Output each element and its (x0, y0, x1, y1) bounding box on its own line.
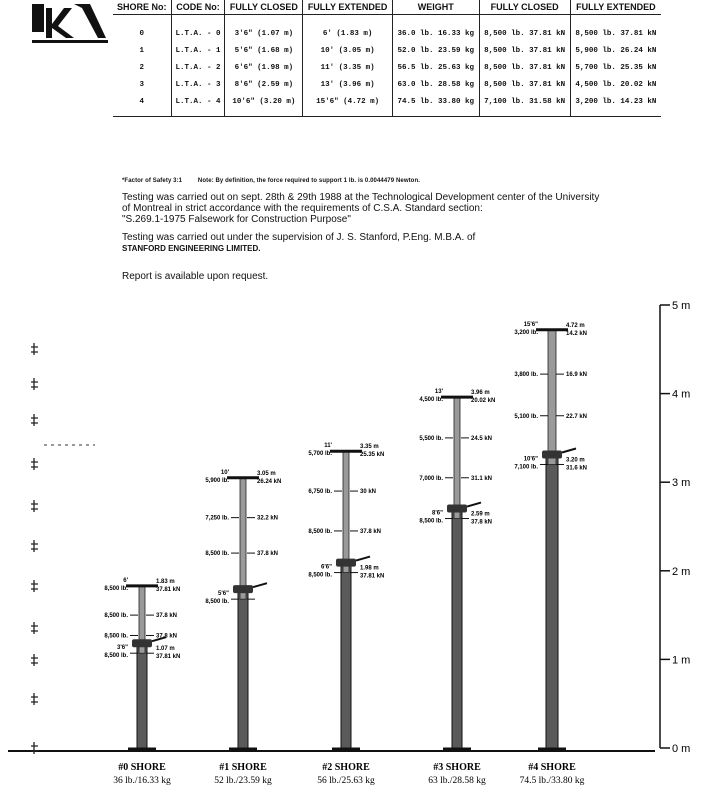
supervision-line-1: Testing was carried out under the supervision of J. S. Stanford, P.Eng. M.B.A. of (122, 232, 476, 243)
supervision-line-2: STANFORD ENGINEERING LIMITED. (122, 244, 261, 253)
y-tick-label: 3 m (672, 477, 691, 490)
cell-load-closed: 8,500 lb. 37.81 kN (479, 77, 570, 94)
load-label: 25.35 kN (360, 452, 385, 459)
cell-weight: 52.0 lb. 23.59 kg (392, 43, 479, 60)
shore-weight: 52 lb./23.59 kg (214, 776, 272, 786)
load-label: 30 kN (360, 489, 377, 496)
cell-closed: 5'6" (1.68 m) (225, 43, 303, 60)
company-logo (30, 2, 110, 46)
shore-inner-tube (240, 478, 246, 599)
wall-mark (31, 654, 38, 666)
testing-line-2: of Montreal in strict accordance with the requirements of C.S.A. Standard section: (122, 203, 483, 214)
y-tick-label: 2 m (672, 565, 691, 578)
table-row (113, 15, 661, 44)
load-label: 31.6 kN (566, 465, 588, 472)
load-label: 8,500 lb. (104, 613, 128, 620)
load-label: 7,250 lb. (205, 515, 229, 522)
height-label: 3.05 m (257, 470, 276, 477)
cell-weight: 63.0 lb. 28.58 kg (392, 77, 479, 94)
shore-name: #3 SHORE (433, 762, 481, 773)
supervision-paragraph (122, 232, 475, 254)
wall-mark (31, 458, 38, 470)
cell-code: L.T.A. - 4 (171, 94, 225, 117)
cell-weight: 74.5 lb. 33.80 kg (392, 94, 479, 117)
load-label: 5,900 lb. (205, 477, 229, 484)
shore-outer-tube (238, 589, 248, 748)
shore-height-diagram (0, 290, 713, 800)
cell-code: L.T.A. - 1 (171, 43, 225, 60)
height-label: 3.20 m (566, 457, 585, 464)
shore-name: #0 SHORE (118, 762, 166, 773)
cell-closed: 8'6" (2.59 m) (225, 77, 303, 94)
cell-code: L.T.A. - 3 (171, 77, 225, 94)
header-load-extended: FULLY EXTENDED (570, 0, 661, 15)
wall-mark (31, 622, 38, 634)
height-label: 6' (123, 577, 128, 584)
load-label: 3,200 lb. (514, 329, 538, 336)
height-label: 5'6" (218, 591, 229, 598)
shore-collar (233, 585, 253, 593)
cell-shore: 2 (139, 64, 145, 72)
height-label: 3.96 m (471, 390, 490, 397)
load-label: 22.7 kN (566, 413, 588, 420)
cell-shore: 1 (139, 47, 145, 55)
cell-extended: 11' (3.35 m) (303, 60, 393, 77)
testing-line-1: Testing was carried out on sept. 28th & 29th 1988 at the Technological Development center of the University (122, 192, 600, 203)
wall-mark (31, 343, 38, 355)
load-label: 37.81 kN (156, 586, 181, 593)
table-row (113, 43, 661, 60)
testing-paragraph (122, 192, 599, 225)
cell-load-closed: 7,100 lb. 31.58 kN (479, 94, 570, 117)
header-weight: WEIGHT (392, 0, 479, 15)
height-label: 15'6" (523, 321, 538, 328)
height-label: 6'6" (321, 564, 332, 571)
load-label: 7,100 lb. (514, 464, 538, 471)
load-label: 8,500 lb. (308, 572, 332, 579)
cell-closed: 3'6" (1.07 m) (225, 15, 303, 44)
cell-load-closed: 8,500 lb. 37.81 kN (479, 15, 570, 44)
shore-outer-tube (452, 509, 462, 748)
height-label: 11' (324, 443, 332, 450)
cell-closed: 10'6" (3.20 m) (225, 94, 303, 117)
table-row (113, 60, 661, 77)
shore-outer-tube (546, 454, 558, 748)
wall-mark (31, 693, 38, 705)
shore-handle (562, 448, 576, 452)
wall-mark (31, 742, 38, 754)
shore-weight: 74.5 lb./33.80 kg (519, 776, 585, 786)
load-label: 37.8 kN (156, 613, 178, 620)
load-label: 26.24 kN (257, 478, 282, 485)
cell-load-extended: 5,700 lb. 25.35 kN (570, 60, 661, 77)
cell-shore: 4 (113, 94, 171, 117)
cell-shore: 3 (139, 81, 145, 89)
shore-outer-tube (341, 563, 351, 748)
load-label: 16.9 kN (566, 372, 588, 379)
height-label: 10'6" (523, 456, 538, 463)
table-row (113, 94, 661, 117)
shore-inner-tube (454, 397, 460, 518)
load-label: 5,100 lb. (514, 413, 538, 420)
shore-weight: 63 lb./28.58 kg (428, 776, 486, 786)
load-label: 31.1 kN (471, 475, 493, 482)
height-label: 4.72 m (566, 322, 585, 329)
load-label: 8,500 lb. (419, 518, 443, 525)
load-label: 8,500 lb. (104, 653, 128, 660)
shore-name: #1 SHORE (219, 762, 267, 773)
shore-inner-tube (548, 330, 556, 465)
shore-handle (356, 557, 370, 561)
header-load-closed: FULLY CLOSED (479, 0, 570, 15)
load-label: 8,500 lb. (104, 633, 128, 640)
table-row (113, 77, 661, 94)
shore-collar (542, 450, 562, 458)
cell-load-extended: 5,900 lb. 26.24 kN (570, 43, 661, 60)
load-label: 4,500 lb. (419, 397, 443, 404)
report-note: Report is available upon request. (122, 271, 269, 282)
header-fully-closed: FULLY CLOSED (225, 0, 303, 15)
safety-factor-note: *Factor of Safety 3:1 (122, 178, 183, 184)
shore-name: #4 SHORE (528, 762, 576, 773)
height-label: 3.35 m (360, 444, 379, 451)
shore-collar (132, 639, 152, 647)
shore-weight: 56 lb./25.63 kg (317, 776, 375, 786)
y-tick-label: 0 m (672, 743, 691, 755)
height-label: 1.83 m (156, 578, 175, 585)
cell-shore: 0 (139, 30, 145, 38)
shore-name: #2 SHORE (322, 762, 370, 773)
height-label: 1.98 m (360, 565, 379, 572)
load-label: 5,500 lb. (419, 435, 443, 442)
load-label: 37.8 kN (360, 528, 382, 535)
shore-handle (253, 583, 267, 587)
cell-code: L.T.A. - 2 (171, 60, 225, 77)
cell-load-closed: 8,500 lb. 37.81 kN (479, 43, 570, 60)
wall-mark (31, 414, 38, 426)
cell-load-extended: 8,500 lb. 37.81 kN (570, 15, 661, 44)
load-label: 37.8 kN (471, 519, 493, 526)
y-tick-label: 5 m (672, 300, 691, 312)
height-label: 1.07 m (156, 646, 175, 653)
shore-inner-tube (343, 451, 349, 572)
cell-extended: 13' (3.96 m) (303, 77, 393, 94)
cell-load-extended: 3,200 lb. 14.23 kN (570, 94, 661, 117)
cell-extended: 6' (1.83 m) (303, 15, 393, 44)
load-label: 37.8 kN (257, 551, 279, 558)
height-label: 13' (434, 389, 443, 396)
shore-spec-table (113, 0, 661, 117)
wall-mark (31, 580, 38, 592)
cell-extended: 10' (3.05 m) (303, 43, 393, 60)
height-label: 3'6" (117, 645, 128, 652)
load-label: 5,700 lb. (308, 451, 332, 458)
shore-collar (447, 505, 467, 513)
header-fully-extended: FULLY EXTENDED (303, 0, 393, 15)
cell-code: L.T.A. - 0 (171, 15, 225, 44)
wall-mark (31, 500, 38, 512)
load-label: 20.02 kN (471, 398, 496, 405)
load-label: 8,500 lb. (308, 528, 332, 535)
cell-weight: 36.0 lb. 16.33 kg (392, 15, 479, 44)
shore-handle (467, 503, 481, 507)
wall-mark (31, 540, 38, 552)
header-shore-no: SHORE No: (113, 0, 171, 15)
load-label: 24.5 kN (471, 435, 493, 442)
load-label: 3,800 lb. (514, 372, 538, 379)
load-label: 14.2 kN (566, 330, 588, 337)
testing-line-3: "S.269.1-1975 Falsework for Construction Purpose" (122, 214, 351, 225)
load-label: 37.8 kN (156, 633, 178, 640)
shore-outer-tube (137, 643, 147, 748)
load-label: 37.81 kN (360, 573, 385, 580)
table-notes (122, 178, 434, 184)
cell-weight: 56.5 lb. 25.63 kg (392, 60, 479, 77)
cell-load-closed: 8,500 lb. 37.81 kN (479, 60, 570, 77)
cell-load-extended: 4,500 lb. 20.02 kN (570, 77, 661, 94)
load-label: 8,500 lb. (205, 551, 229, 558)
cell-extended: 15'6" (4.72 m) (303, 94, 393, 117)
load-label: 8,500 lb. (104, 585, 128, 592)
height-label: 8'6" (432, 510, 443, 517)
y-tick-label: 4 m (672, 388, 691, 401)
cell-closed: 6'6" (1.98 m) (225, 60, 303, 77)
shore-weight: 36 lb./16.33 kg (113, 776, 171, 786)
wall-mark (31, 378, 38, 390)
load-label: 32.2 kN (257, 515, 279, 522)
height-label: 10' (220, 469, 229, 476)
definition-note: Note: By definition, the force required to support 1 lb. is 0.0044479 Newton. (197, 178, 420, 184)
header-code-no: CODE No: (171, 0, 225, 15)
y-tick-label: 1 m (672, 654, 691, 667)
table-header-row (113, 0, 661, 15)
load-label: 7,000 lb. (419, 475, 443, 482)
shore-collar (336, 559, 356, 567)
height-label: 2.59 m (471, 511, 490, 518)
load-label: 37.81 kN (156, 654, 181, 661)
load-label: 8,500 lb. (205, 599, 229, 606)
load-label: 6,750 lb. (308, 489, 332, 496)
